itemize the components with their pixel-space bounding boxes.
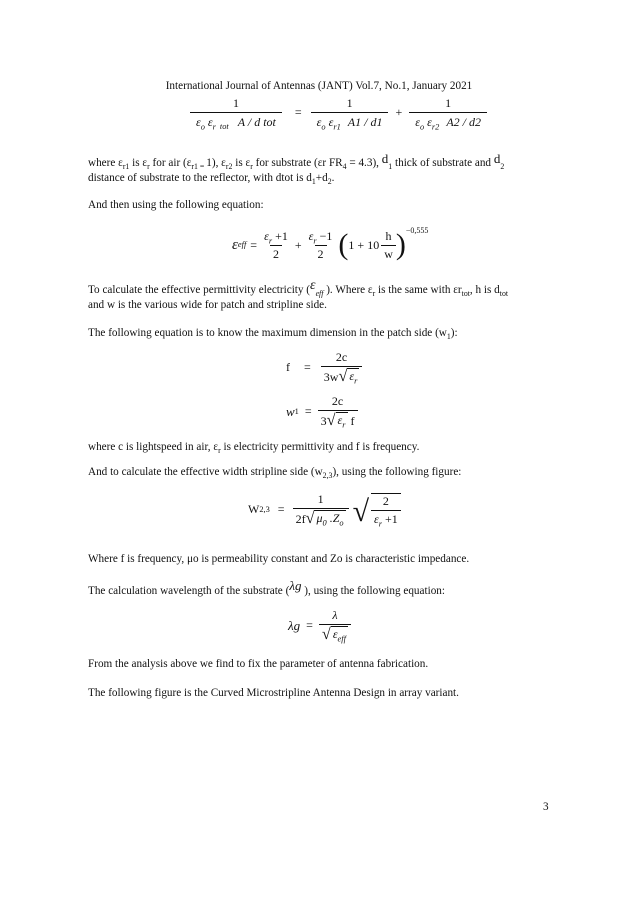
equation-6-wavelength: λg = λ √ $\varepsilon_{eff}$ bbox=[288, 608, 351, 643]
running-header: International Journal of Antennas (JANT) Vol.7, No.1, January 2021 bbox=[165, 80, 473, 92]
eq1-numerator: 1 bbox=[232, 96, 239, 110]
eq1-denominator-total: $\varepsilon_o$ $\varepsilon_r$ $_{tot}$ A / d tot bbox=[190, 112, 282, 130]
eq1-denominator-2: $\varepsilon_o$ $\varepsilon_{r2}$ A2 / d2 bbox=[409, 112, 487, 130]
paragraph-analysis: From the analysis above we find to fix the parameter of antenna fabrication. bbox=[88, 658, 429, 670]
equation-3-frequency: f = 2c 3w √ $\varepsilon_r$ bbox=[286, 350, 362, 385]
eq1-plus: + bbox=[395, 104, 403, 119]
paragraph-epsilon-definitions: where $\varepsilon_{r1}$ is $\varepsilon_r$ for air ($\varepsilon_{r1 =}$ 1), $\varepsilon_{r2}$ is $\varepsilon_r$ for substrate (εr $FR_4 = 4.3$), $d_1$ thick of substrate and $d_2$ distance of substrate to the reflector, with dtot is $d_1+d_2$. bbox=[88, 151, 505, 187]
equation-2-effective-permittivity: ε eff = $\frac{\varepsilon_r +1}{2}$ + $\frac{\varepsilon_r -1}{2}$ ( 1 + 10 $\frac{h}{w}$ ) −0,555 bbox=[232, 226, 429, 261]
paragraph-variable-definitions: where c is lightspeed in air, $\varepsilon_r$ is electricity permittivity and f is frequency. bbox=[88, 441, 420, 456]
paragraph-effective-permittivity: To calculate the effective permittivity electricity ($\varepsilon_{eff}$ ). Where $\varepsilon_r$ is the same with $\varepsilon r_{tot}$, h is $d_{tot}$ and w is the various wide for patch and stripline side. bbox=[88, 278, 509, 311]
paragraph-stripline-width: And to calculate the effective width stripline side $(w_{2,3})$, using the following figure: bbox=[88, 466, 462, 481]
paragraph-permeability: Where f is frequency, μo is permeability constant and Zo is characteristic impedance. bbox=[88, 553, 470, 565]
equation-5-stripline-width: W 2,3 = 1 2f √ $\mu_0$ $.Z_o$ √ $\frac{2}{\varepsilon_r +1}$ bbox=[248, 492, 403, 527]
page-number: 3 bbox=[543, 801, 549, 813]
paragraph-figure-intro: The following figure is the Curved Microstripline Antenna Design in array variant. bbox=[88, 687, 459, 699]
eq1-equals: = bbox=[294, 104, 302, 119]
paragraph-wavelength: The calculation wavelength of the substrate (λg ), using the following equation: bbox=[88, 578, 446, 597]
paragraph-max-dimension: The following equation is to know the maximum dimension in the patch side $(w_1)$: bbox=[88, 327, 458, 342]
equation-4-width: w 1 = 2c 3 √ $\varepsilon_r$ f bbox=[286, 394, 358, 429]
paragraph-then-using: And then using the following equation: bbox=[88, 199, 264, 211]
equation-1: $\frac{1}{\varepsilon_o \varepsilon_r _{tot} A / d tot}$ = $\frac{1}{\varepsilon_o \varepsilon_{r1} A1 / d1}$ + $\frac{1}{\varepsilon_o \varepsilon_{r2} A2 / d2}$ bbox=[190, 96, 487, 130]
eq1-denominator-1: $\varepsilon_o$ $\varepsilon_{r1}$ A1 / d1 bbox=[311, 112, 389, 130]
